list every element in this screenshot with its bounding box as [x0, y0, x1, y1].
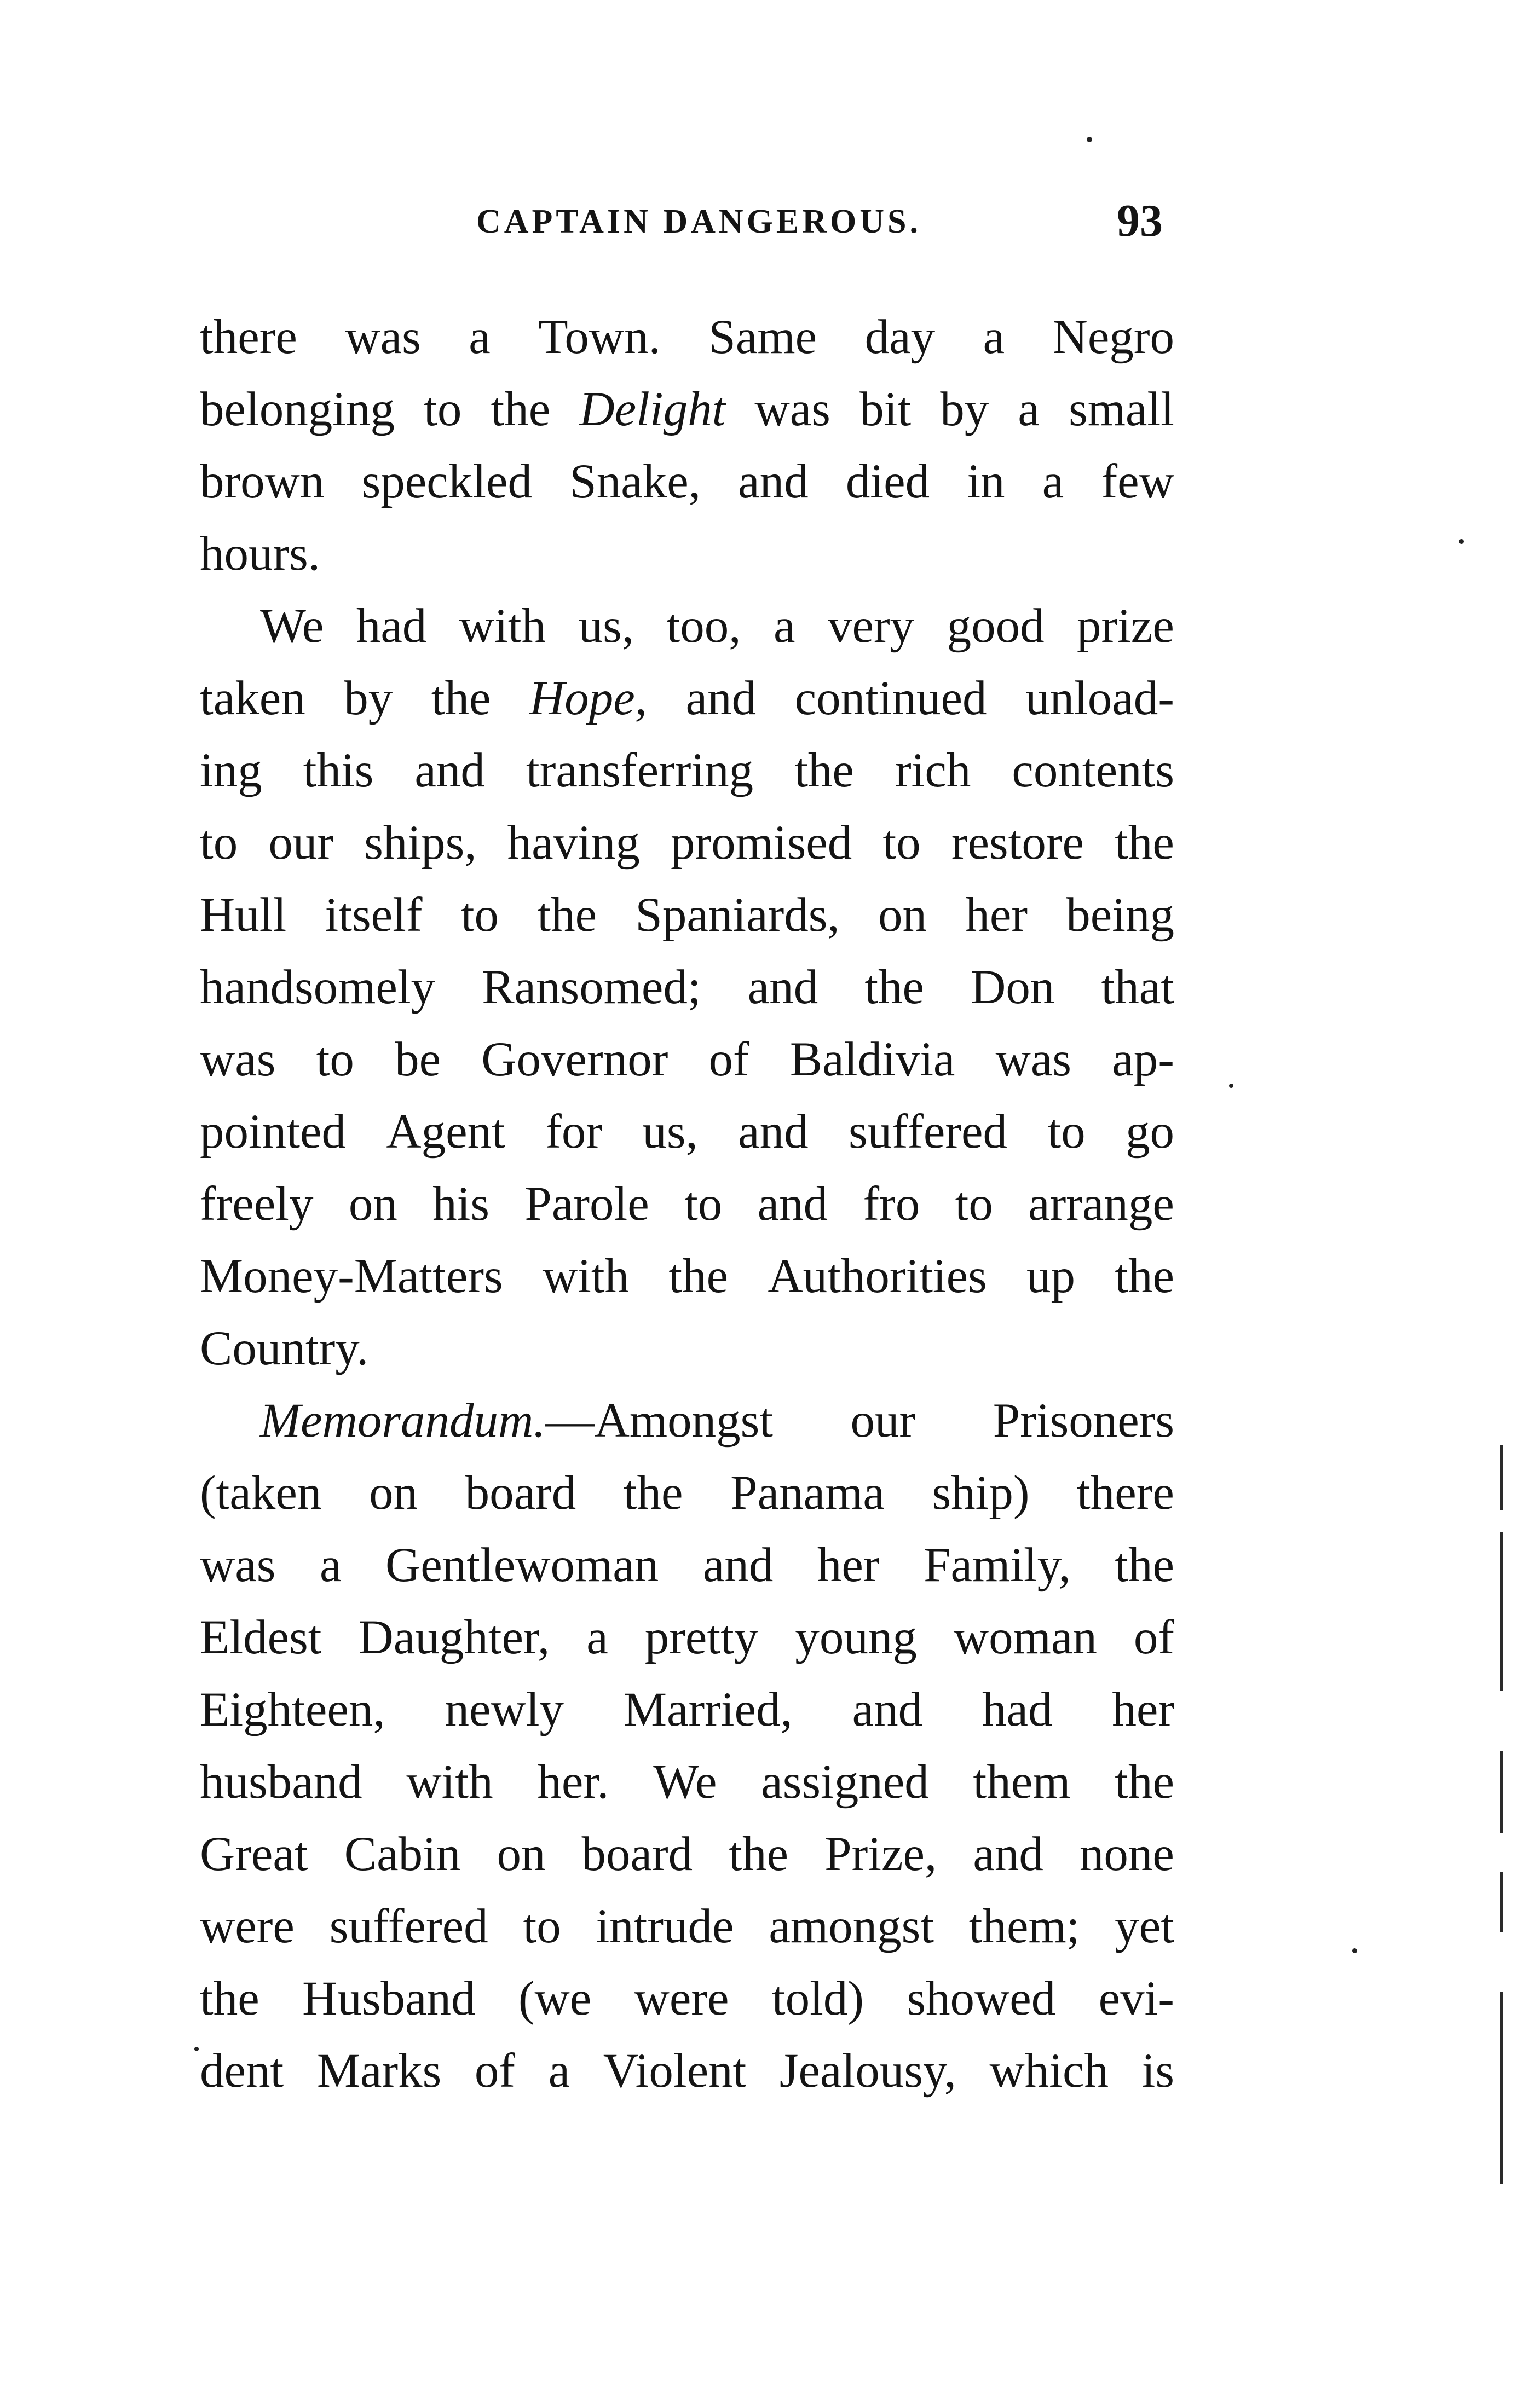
word: taken	[200, 672, 305, 725]
word: with	[459, 599, 546, 653]
word: the	[729, 1827, 788, 1881]
word: dent	[200, 2044, 284, 2098]
word: and	[973, 1827, 1043, 1881]
word: had	[982, 1683, 1053, 1736]
word: day	[864, 310, 936, 364]
word: continued	[794, 672, 987, 725]
word: a	[548, 2044, 570, 2098]
word: Country.	[200, 1322, 369, 1375]
text-line	[200, 662, 1174, 734]
word: to	[523, 1900, 561, 1953]
word: the	[1115, 816, 1174, 870]
word: suffered	[849, 1105, 1007, 1159]
word: her	[965, 888, 1028, 942]
word: a	[983, 310, 1005, 364]
word: small	[1069, 383, 1174, 436]
word: board	[581, 1827, 693, 1881]
word: We	[653, 1755, 717, 1809]
scan-speck	[194, 2047, 199, 2051]
scan-edge-mark	[1500, 1445, 1503, 1510]
word: the	[794, 744, 854, 797]
word: contents	[1012, 744, 1174, 797]
text-line	[200, 1312, 1174, 1385]
body-text	[200, 301, 1174, 2107]
word: and	[757, 1177, 828, 1231]
word: told)	[771, 1972, 864, 2025]
text-line	[200, 1601, 1174, 1674]
scan-edge-mark	[1500, 1872, 1503, 1932]
word: with	[406, 1755, 493, 1809]
word: pointed	[200, 1105, 346, 1159]
word: to	[684, 1177, 723, 1231]
word: pretty	[644, 1611, 759, 1664]
word: there	[1077, 1466, 1174, 1520]
word: had	[356, 599, 427, 653]
word: Same	[708, 310, 817, 364]
text-line	[200, 1963, 1174, 2035]
word: our	[850, 1394, 916, 1448]
word: our	[268, 816, 334, 870]
text-line	[200, 1674, 1174, 1746]
word: handsomely	[200, 960, 436, 1014]
text-line	[200, 1168, 1174, 1240]
word: that	[1101, 960, 1174, 1014]
word: ing	[200, 744, 262, 797]
word: was	[200, 1033, 276, 1086]
word: the	[623, 1466, 683, 1520]
word: the	[491, 383, 551, 436]
word: Memorandum.—Amongst	[260, 1394, 773, 1448]
text-line	[200, 1529, 1174, 1601]
word: Husband	[302, 1972, 476, 2025]
word: (taken	[200, 1466, 322, 1520]
word: was	[995, 1033, 1072, 1086]
word: and	[738, 1105, 809, 1159]
word: rich	[895, 744, 971, 797]
word: of	[474, 2044, 515, 2098]
word: the	[537, 888, 597, 942]
word: for	[545, 1105, 603, 1159]
word: died	[845, 455, 930, 508]
word: prize	[1077, 599, 1174, 653]
word: Authorities	[768, 1249, 987, 1303]
word: Delight	[579, 383, 726, 436]
word: young	[795, 1611, 917, 1664]
word: and	[702, 1538, 774, 1592]
text-line	[200, 445, 1174, 518]
word: to	[460, 888, 499, 942]
text-line	[200, 879, 1174, 951]
word: assigned	[761, 1755, 929, 1809]
word: the	[1115, 1538, 1174, 1592]
word: her	[817, 1538, 880, 1592]
word: Snake,	[569, 455, 701, 508]
word: and	[685, 672, 757, 725]
word: go	[1125, 1105, 1174, 1159]
word: itself	[325, 888, 423, 942]
word: Eighteen,	[200, 1683, 385, 1736]
word: amongst	[769, 1900, 934, 1953]
text-line	[200, 951, 1174, 1023]
word: none	[1079, 1827, 1174, 1881]
word: freely	[200, 1177, 314, 1231]
word: Great	[200, 1827, 308, 1881]
word: a	[773, 599, 795, 653]
word: us,	[642, 1105, 698, 1159]
scan-edge-mark	[1500, 1992, 1503, 2184]
word: few	[1101, 455, 1174, 508]
word: Ransomed;	[482, 960, 701, 1014]
word: Married,	[623, 1683, 793, 1736]
text-line	[200, 1385, 1174, 1457]
word: of	[1133, 1611, 1174, 1664]
word: suffered	[329, 1900, 488, 1953]
word: us,	[578, 599, 634, 653]
word: Money-Matters	[200, 1249, 503, 1303]
text-line	[200, 1096, 1174, 1168]
text-line	[200, 1240, 1174, 1312]
word: Eldest	[200, 1611, 322, 1664]
word: Town.	[538, 310, 661, 364]
word: a	[319, 1538, 342, 1592]
word: unload-	[1025, 672, 1174, 725]
scan-edge-mark	[1500, 1751, 1503, 1833]
word: the	[864, 960, 925, 1014]
word: to	[316, 1033, 354, 1086]
scan-speck	[1087, 137, 1092, 142]
word: the	[200, 1972, 259, 2025]
text-line	[200, 1746, 1174, 1818]
word: up	[1026, 1249, 1076, 1303]
word: board	[465, 1466, 576, 1520]
word: Negro	[1052, 310, 1174, 364]
word: speckled	[361, 455, 532, 508]
text-line	[200, 590, 1174, 662]
word: to	[200, 816, 238, 870]
word: Prize,	[824, 1827, 937, 1881]
word: and	[852, 1683, 923, 1736]
word: a	[1042, 455, 1064, 508]
word: was	[200, 1538, 276, 1592]
word: a	[1018, 383, 1040, 436]
text-line	[200, 1457, 1174, 1529]
word: the	[431, 672, 491, 725]
text-line	[200, 807, 1174, 879]
word: them	[973, 1755, 1071, 1809]
text-line	[200, 1023, 1174, 1096]
word: Marks	[316, 2044, 442, 2098]
word: his	[432, 1177, 490, 1231]
word: was	[345, 310, 421, 364]
word: the	[1115, 1755, 1174, 1809]
word: Family,	[924, 1538, 1071, 1592]
word: having	[507, 816, 640, 870]
word: in	[967, 455, 1005, 508]
word: Violent	[603, 2044, 747, 2098]
word: and	[414, 744, 485, 797]
word: which	[989, 2044, 1109, 2098]
word: be	[395, 1033, 441, 1086]
word: a	[469, 310, 491, 364]
word: Governor	[481, 1033, 668, 1086]
word: good	[947, 599, 1045, 653]
word: brown	[200, 455, 325, 508]
word: ap-	[1112, 1033, 1174, 1086]
word: belonging	[200, 383, 395, 436]
word: Spaniards,	[635, 888, 840, 942]
word: showed	[907, 1972, 1056, 2025]
word: Gentlewoman	[385, 1538, 659, 1592]
word: on	[497, 1827, 546, 1881]
word: Agent	[386, 1105, 505, 1159]
word: there	[200, 310, 297, 364]
word: promised	[671, 816, 852, 870]
word: to	[424, 383, 462, 436]
word: is	[1141, 2044, 1174, 2098]
word: to	[1047, 1105, 1086, 1159]
word: Daughter,	[358, 1611, 550, 1664]
text-line	[200, 1818, 1174, 1890]
word: with	[542, 1249, 630, 1303]
word: by	[940, 383, 989, 436]
word: to	[882, 816, 921, 870]
word: We	[260, 599, 324, 653]
word: Hull	[200, 888, 287, 942]
text-line	[200, 2035, 1174, 2107]
word: this	[303, 744, 374, 797]
word: Hope,	[529, 672, 648, 725]
word: and	[738, 455, 809, 508]
word: husband	[200, 1755, 362, 1809]
word: them;	[968, 1900, 1080, 1953]
word: Panama	[730, 1466, 885, 1520]
word: very	[827, 599, 915, 653]
word: (we	[518, 1972, 592, 2025]
word: intrude	[596, 1900, 734, 1953]
text-line	[200, 518, 1174, 590]
word: hours.	[200, 527, 321, 581]
word: transferring	[526, 744, 754, 797]
word: fro	[863, 1177, 920, 1231]
page-number: 93	[1117, 195, 1163, 246]
word: arrange	[1028, 1177, 1174, 1231]
scan-speck	[1352, 1948, 1357, 1953]
word: yet	[1115, 1900, 1174, 1953]
word: was	[754, 383, 830, 436]
text-line	[200, 1890, 1174, 1963]
word: Baldivia	[789, 1033, 955, 1086]
word: being	[1066, 888, 1174, 942]
word: her.	[537, 1755, 609, 1809]
running-head: CAPTAIN DANGEROUS.	[476, 203, 922, 240]
word: ships,	[364, 816, 477, 870]
word: were	[634, 1972, 729, 2025]
word: too,	[666, 599, 741, 653]
word: restore	[951, 816, 1084, 870]
word: the	[1115, 1249, 1174, 1303]
word: on	[348, 1177, 397, 1231]
text-line	[200, 301, 1174, 373]
word: Cabin	[344, 1827, 461, 1881]
word: of	[708, 1033, 749, 1086]
word: on	[878, 888, 927, 942]
scan-edge-mark	[1500, 1532, 1503, 1691]
word: woman	[953, 1611, 1097, 1664]
word: to	[955, 1177, 993, 1231]
word: ship)	[932, 1466, 1030, 1520]
word: the	[668, 1249, 729, 1303]
text-line	[200, 734, 1174, 807]
word: her	[1112, 1683, 1174, 1736]
text-line	[200, 373, 1174, 445]
scan-speck	[1459, 539, 1464, 544]
word: by	[344, 672, 393, 725]
word: a	[586, 1611, 608, 1664]
word: on	[368, 1466, 418, 1520]
word: Don	[971, 960, 1055, 1014]
word: newly	[445, 1683, 564, 1736]
word: evi-	[1098, 1972, 1174, 2025]
word: were	[200, 1900, 295, 1953]
word: Jealousy,	[779, 2044, 956, 2098]
word: Parole	[524, 1177, 649, 1231]
word: Prisoners	[993, 1394, 1174, 1448]
word: and	[747, 960, 818, 1014]
scan-speck	[1229, 1084, 1233, 1088]
word: bit	[859, 383, 912, 436]
